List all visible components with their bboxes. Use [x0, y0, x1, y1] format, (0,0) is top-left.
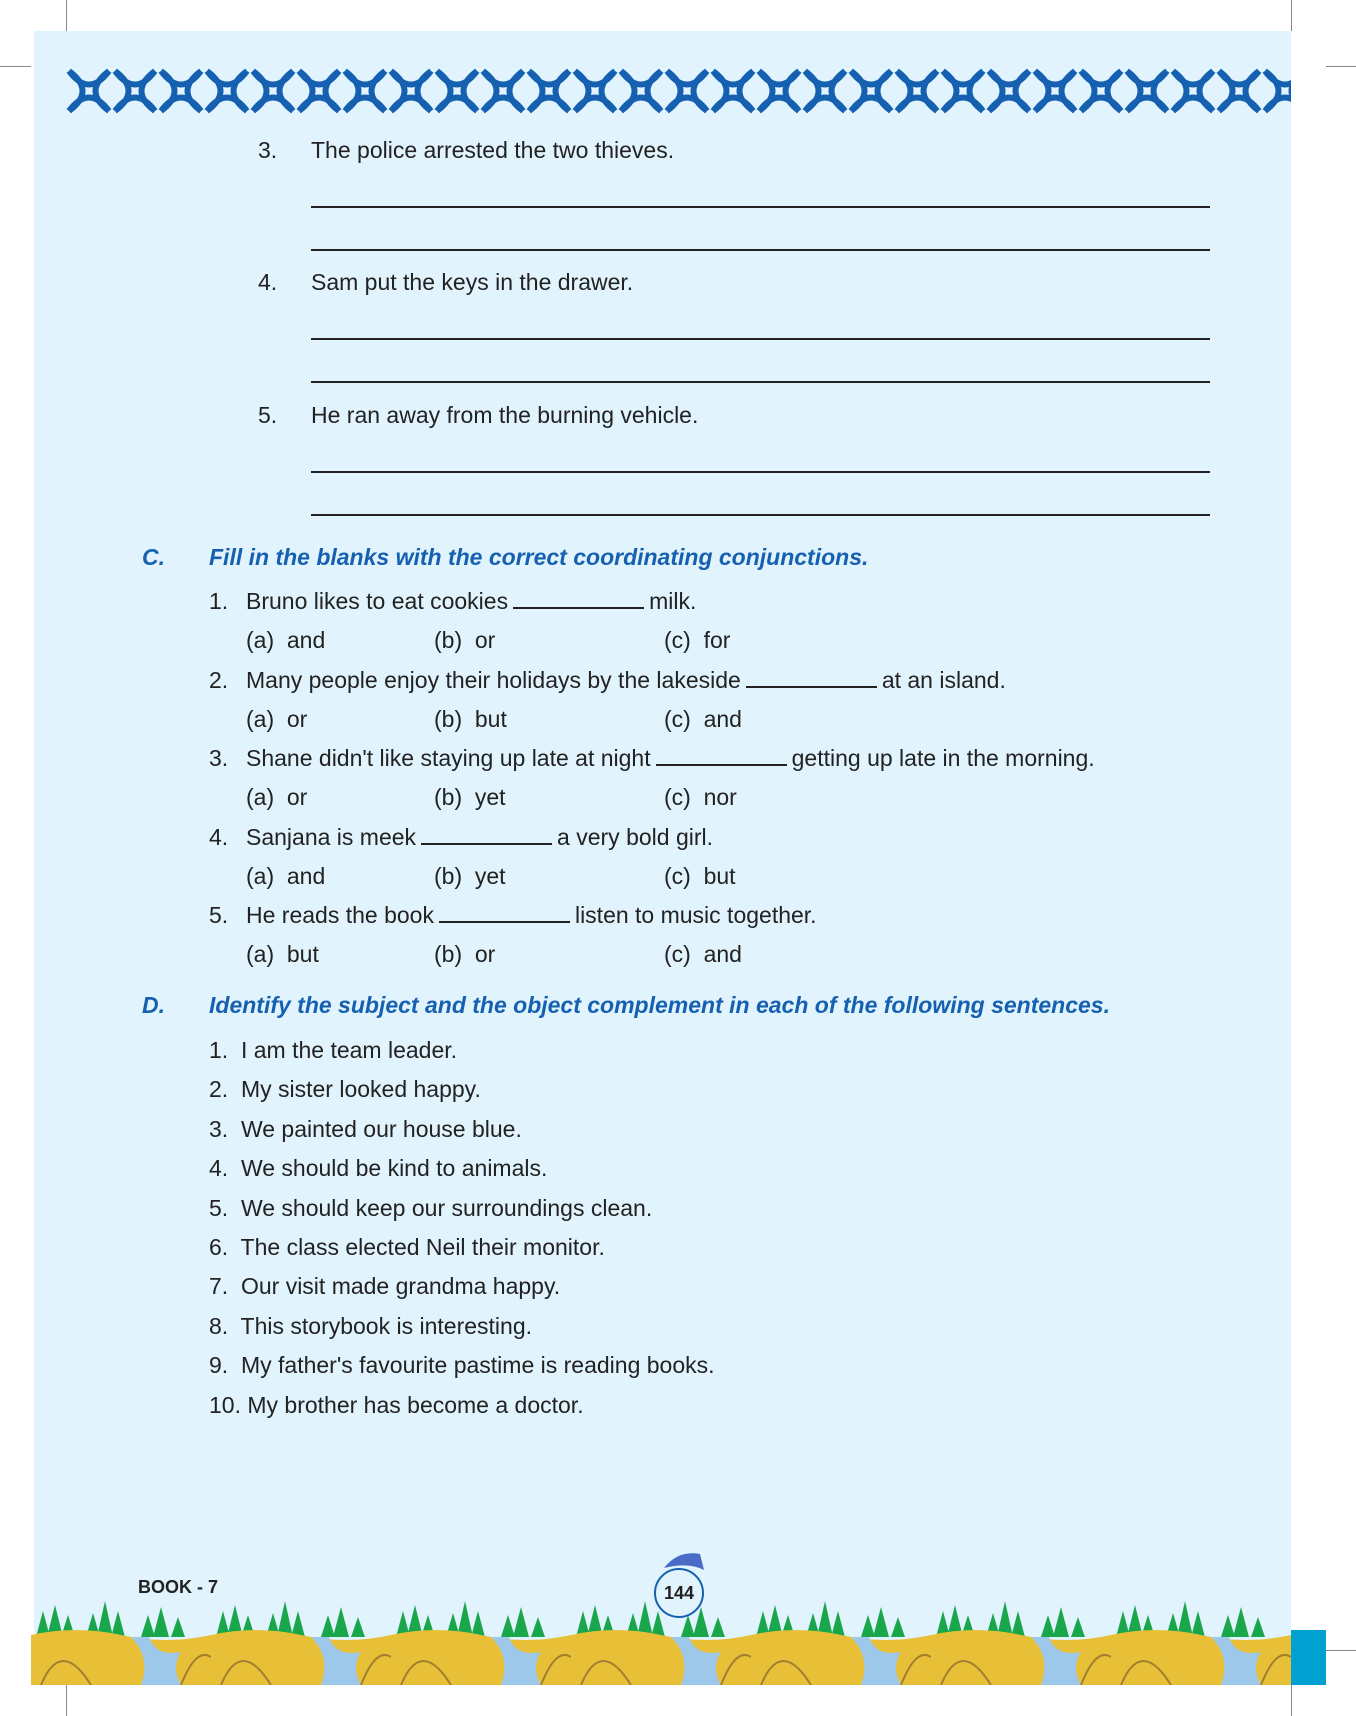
- option-b: (b) or: [434, 627, 496, 653]
- side-tab: [1291, 1630, 1326, 1685]
- blank-field[interactable]: [513, 587, 644, 609]
- question-text: [246, 823, 713, 851]
- sentence-item: 10. My brother has become a doctor.: [209, 1391, 584, 1418]
- crop-mark: [1291, 1685, 1292, 1716]
- section-c-title: Fill in the blanks with the correct coordinating conjunctions.: [209, 544, 869, 570]
- option-b: (b) or: [434, 941, 496, 967]
- question-text: [246, 587, 696, 615]
- item-text: The police arrested the two thieves.: [311, 137, 675, 163]
- sentence-item: 4. We should be kind to animals.: [209, 1155, 548, 1182]
- question-before: He reads the book: [246, 902, 434, 928]
- sentence-item: 2. My sister looked happy.: [209, 1076, 481, 1103]
- option-a: (a) or: [246, 784, 308, 810]
- question-text: [246, 744, 1095, 772]
- question-before: Bruno likes to eat cookies: [246, 588, 509, 614]
- answer-line[interactable]: [311, 381, 1210, 383]
- question-after: at an island.: [881, 666, 1006, 693]
- sentence-item: 5. We should keep our surroundings clean.: [209, 1194, 653, 1221]
- option-b: (b) but: [434, 705, 507, 732]
- option-c: (c) for: [664, 627, 731, 653]
- option-b: (b) yet: [434, 784, 506, 810]
- question-number: 4.: [209, 823, 229, 850]
- crop-mark: [1326, 66, 1356, 67]
- question-number: 5.: [209, 902, 229, 928]
- sentence-item: 3. We painted our house blue.: [209, 1115, 522, 1142]
- item-number: 5.: [258, 402, 278, 428]
- question-before: Shane didn't like staying up late at night: [246, 745, 651, 771]
- blank-field[interactable]: [439, 901, 570, 923]
- crop-mark: [1291, 0, 1292, 31]
- option-b: (b) yet: [434, 862, 506, 889]
- option-c: (c) and: [664, 941, 742, 967]
- answer-line[interactable]: [311, 338, 1210, 340]
- answer-line[interactable]: [311, 514, 1210, 516]
- question-before: Many people enjoy their holidays by the lakeside: [246, 666, 741, 693]
- question-after: a very bold girl.: [557, 823, 714, 850]
- option-c: (c) but: [664, 862, 736, 889]
- item-text: Sam put the keys in the drawer.: [311, 269, 634, 295]
- blank-field[interactable]: [656, 744, 787, 766]
- decorative-border: [66, 68, 1291, 114]
- crop-mark: [66, 1685, 67, 1716]
- question-before: Sanjana is meek: [246, 823, 417, 850]
- sentence-item: 9. My father's favourite pastime is reading books.: [209, 1352, 715, 1379]
- page-number-badge: [654, 1568, 704, 1618]
- answer-line[interactable]: [311, 249, 1210, 251]
- crop-mark: [0, 66, 31, 67]
- answer-line[interactable]: [311, 471, 1210, 473]
- blank-field[interactable]: [746, 666, 877, 688]
- question-after: listen to music together.: [574, 902, 817, 928]
- answer-line[interactable]: [311, 206, 1210, 208]
- question-after: milk.: [649, 588, 697, 614]
- section-c-letter: C.: [142, 544, 165, 570]
- question-text: [246, 901, 817, 929]
- option-a: (a) and: [246, 862, 326, 889]
- option-a: (a) and: [246, 627, 326, 653]
- book-label: BOOK - 7: [138, 1577, 219, 1597]
- section-d-title: Identify the subject and the object complement in each of the following sentences.: [209, 992, 1110, 1018]
- option-c: (c) and: [664, 705, 742, 732]
- blank-field[interactable]: [421, 823, 552, 845]
- crop-mark: [66, 0, 67, 31]
- question-number: 1.: [209, 588, 229, 614]
- question-after: getting up late in the morning.: [791, 745, 1095, 771]
- option-a: (a) or: [246, 705, 308, 732]
- option-c: (c) nor: [664, 784, 737, 810]
- sentence-item: 8. This storybook is interesting.: [209, 1312, 532, 1339]
- question-text: [246, 666, 1006, 694]
- sentence-item: 7. Our visit made grandma happy.: [209, 1273, 561, 1300]
- sentence-item: 1. I am the team leader.: [209, 1037, 458, 1063]
- section-d-letter: D.: [142, 992, 165, 1018]
- sentence-item: 6. The class elected Neil their monitor.: [209, 1234, 605, 1260]
- item-number: 4.: [258, 269, 278, 295]
- question-number: 3.: [209, 745, 229, 771]
- page-background: [34, 31, 1291, 1685]
- page-number: 144: [663, 1582, 695, 1603]
- option-a: (a) but: [246, 941, 319, 967]
- item-number: 3.: [258, 137, 278, 163]
- question-number: 2.: [209, 666, 229, 693]
- item-text: He ran away from the burning vehicle.: [311, 402, 699, 428]
